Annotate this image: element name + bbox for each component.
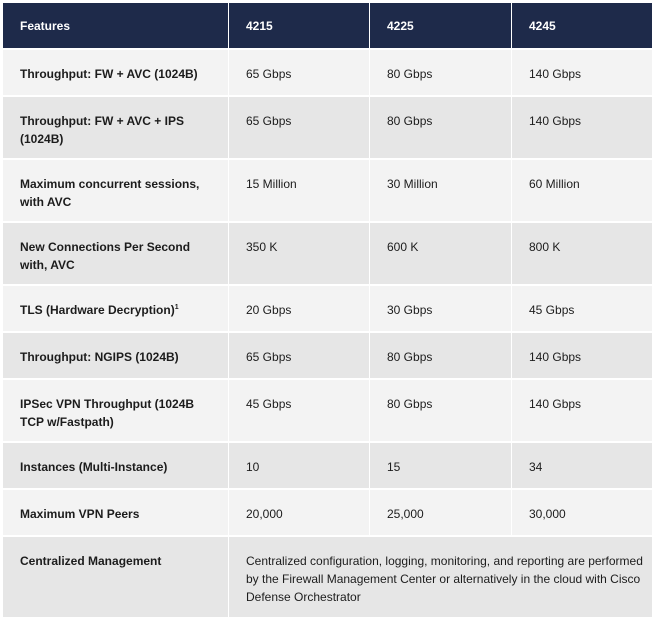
specifications-table [3, 3, 652, 617]
value-cell-4245: 800 K [512, 221, 652, 284]
feature-cell: Throughput: FW + AVC (1024B) [3, 48, 229, 95]
table-header [3, 3, 652, 48]
value-cell-4245: 45 Gbps [512, 284, 652, 331]
table-row [3, 488, 652, 535]
footnote-marker: 1 [174, 304, 179, 311]
value-cell-4225: 15 [370, 441, 512, 488]
feature-cell: IPSec VPN Throughput (1024B TCP w/Fastpath) [3, 378, 229, 441]
feature-cell [3, 284, 229, 331]
table-row [3, 331, 652, 378]
feature-cell: Centralized Management [3, 535, 229, 617]
value-cell-4245: 30,000 [512, 488, 652, 535]
table-body [3, 48, 652, 617]
value-cell-4215: 45 Gbps [229, 378, 370, 441]
value-cell-4215: 65 Gbps [229, 48, 370, 95]
feature-cell: New Connections Per Second with, AVC [3, 221, 229, 284]
header-model-4215: 4215 [229, 3, 370, 48]
feature-cell: Maximum VPN Peers [3, 488, 229, 535]
value-cell-4225: 25,000 [370, 488, 512, 535]
value-cell-4215: 10 [229, 441, 370, 488]
table-row [3, 284, 652, 331]
value-cell-4215: 20,000 [229, 488, 370, 535]
table-row [3, 441, 652, 488]
table-row [3, 535, 652, 617]
feature-cell: Maximum concurrent sessions, with AVC [3, 158, 229, 221]
value-cell-4225: 30 Million [370, 158, 512, 221]
value-cell-4225: 80 Gbps [370, 378, 512, 441]
value-cell-4215: 65 Gbps [229, 95, 370, 158]
feature-label: TLS (Hardware Decryption) [20, 303, 175, 317]
table-row [3, 48, 652, 95]
header-model-4225: 4225 [370, 3, 512, 48]
value-cell-4245: 60 Million [512, 158, 652, 221]
value-cell-4215: 20 Gbps [229, 284, 370, 331]
table-row [3, 95, 652, 158]
table-row [3, 221, 652, 284]
value-cell-4225: 600 K [370, 221, 512, 284]
value-cell-4215: 350 K [229, 221, 370, 284]
header-row [3, 3, 652, 48]
feature-cell: Instances (Multi-Instance) [3, 441, 229, 488]
value-cell-4225: 80 Gbps [370, 95, 512, 158]
header-model-4245: 4245 [512, 3, 652, 48]
table-row [3, 158, 652, 221]
feature-cell: Throughput: NGIPS (1024B) [3, 331, 229, 378]
value-cell-4225: 30 Gbps [370, 284, 512, 331]
value-cell-4245: 140 Gbps [512, 331, 652, 378]
value-cell-4225: 80 Gbps [370, 331, 512, 378]
value-cell-4245: 34 [512, 441, 652, 488]
value-cell-4245: 140 Gbps [512, 378, 652, 441]
value-cell-4225: 80 Gbps [370, 48, 512, 95]
value-cell-4215: 15 Million [229, 158, 370, 221]
value-cell-4215: 65 Gbps [229, 331, 370, 378]
value-cell-4245: 140 Gbps [512, 48, 652, 95]
table-row [3, 378, 652, 441]
value-cell-4245: 140 Gbps [512, 95, 652, 158]
header-features: Features [3, 3, 229, 48]
feature-cell: Throughput: FW + AVC + IPS (1024B) [3, 95, 229, 158]
merged-value-cell: Centralized configuration, logging, monitoring, and reporting are performed by the Firewall Management Center or alternatively in the cloud with Cisco Defense Orchestrator [229, 535, 652, 617]
